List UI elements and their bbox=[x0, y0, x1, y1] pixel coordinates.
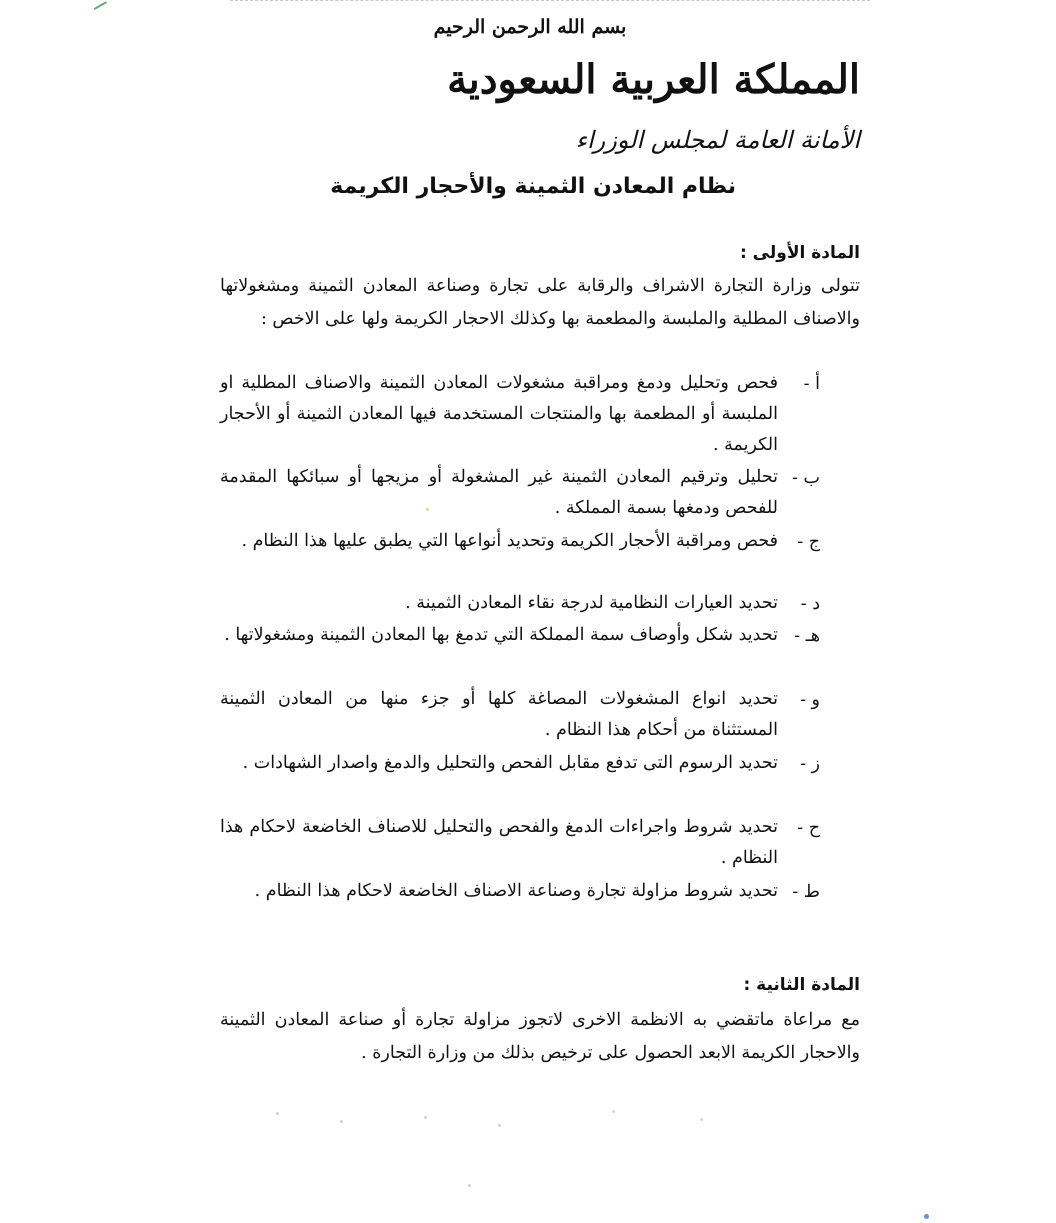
article-2-heading: المادة الثانية : bbox=[743, 975, 860, 995]
item-marker: ز - bbox=[800, 754, 820, 774]
article-1-item bbox=[220, 876, 820, 907]
item-text: تحديد انواع المشغولات المصاغة كلها أو جزء منها من المعادن الثمينة المستثناة من أحكام هذا النظام . bbox=[220, 689, 778, 740]
item-marker: ط - bbox=[792, 882, 820, 902]
article-1-item bbox=[220, 812, 820, 874]
item-text: تحديد شكل وأوصاف سمة المملكة التي تدمغ بها المعادن الثمينة ومشغولاتها . bbox=[224, 625, 778, 645]
article-1-item bbox=[220, 368, 820, 461]
item-text: تحديد شروط مزاولة تجارة وصناعة الاصناف الخاضعة لاحكام هذا النظام . bbox=[254, 881, 778, 901]
item-marker: هـ - bbox=[794, 626, 820, 646]
article-1-heading: المادة الأولى : bbox=[739, 243, 860, 263]
scan-speck bbox=[340, 1120, 343, 1123]
basmala: بسم الله الرحمن الرحيم bbox=[433, 16, 627, 38]
corner-pen-mark bbox=[91, 0, 107, 10]
article-1-item bbox=[220, 684, 820, 746]
item-text: فحص ومراقبة الأحجار الكريمة وتحديد أنواعها التي يطبق عليها هذا النظام . bbox=[241, 531, 778, 551]
item-text: تحديد العيارات النظامية لدرجة نقاء المعادن الثمينة . bbox=[405, 593, 778, 613]
scan-speck bbox=[700, 1118, 703, 1121]
scan-speck bbox=[498, 1124, 501, 1127]
scan-speck bbox=[424, 1116, 427, 1119]
article-1-intro: تتولى وزارة التجارة الاشراف والرقابة على تجارة وصناعة المعادن الثمينة ومشغولاتها والاصناف المطلية والملبسة والمطعمة بها وكذلك الاحجار الكريمة ولها على الاخص : bbox=[220, 276, 860, 329]
scan-speck bbox=[426, 508, 429, 511]
kingdom-letterhead: المملكة العربية السعودية bbox=[447, 56, 860, 103]
item-marker: ح - bbox=[797, 818, 820, 838]
article-1-item bbox=[220, 748, 820, 779]
page-corner-mark bbox=[924, 1214, 929, 1219]
article-1-item bbox=[220, 462, 820, 524]
scan-speck bbox=[468, 1184, 471, 1187]
scan-speck bbox=[276, 1112, 279, 1115]
item-text: تحديد شروط واجراءات الدمغ والفحص والتحليل للاصناف الخاضعة لاحكام هذا النظام . bbox=[220, 817, 778, 868]
item-text: تحليل وترقيم المعادن الثمينة غير المشغولة أو مزيجها أو سبائكها المقدمة للفحص ودمغها بسمة المملكة . bbox=[220, 467, 778, 518]
item-marker: ج - bbox=[797, 532, 820, 552]
article-1-item bbox=[220, 588, 820, 619]
secretariat-letterhead: الأمانة العامة لمجلس الوزراء bbox=[575, 126, 860, 154]
document-title: نظام المعادن الثمينة والأحجار الكريمة bbox=[330, 174, 736, 199]
item-marker: د - bbox=[800, 594, 820, 614]
article-1-item bbox=[220, 620, 820, 651]
scan-edge-line bbox=[230, 0, 870, 1]
item-text: تحديد الرسوم التى تدفع مقابل الفحص والتحليل والدمغ واصدار الشهادات . bbox=[242, 753, 778, 773]
scan-speck bbox=[612, 1110, 615, 1113]
item-marker: ب - bbox=[792, 468, 820, 488]
article-1-item bbox=[220, 526, 820, 557]
article-2-text: مع مراعاة ماتقضي به الانظمة الاخرى لاتجوز مزاولة تجارة أو صناعة المعادن الثمينة والاحجار الكريمة الابعد الحصول على ترخيص بذلك من وزارة التجارة . bbox=[220, 1010, 860, 1063]
item-marker: و - bbox=[800, 690, 820, 710]
item-marker: أ - bbox=[803, 374, 820, 394]
item-text: فحص وتحليل ودمغ ومراقبة مشغولات المعادن الثمينة والاصناف المطلية او الملبسة أو المطعمة بها والمنتجات المستخدمة فيها المعادن الثمينة أو الأحجار الكريمة . bbox=[220, 373, 778, 455]
